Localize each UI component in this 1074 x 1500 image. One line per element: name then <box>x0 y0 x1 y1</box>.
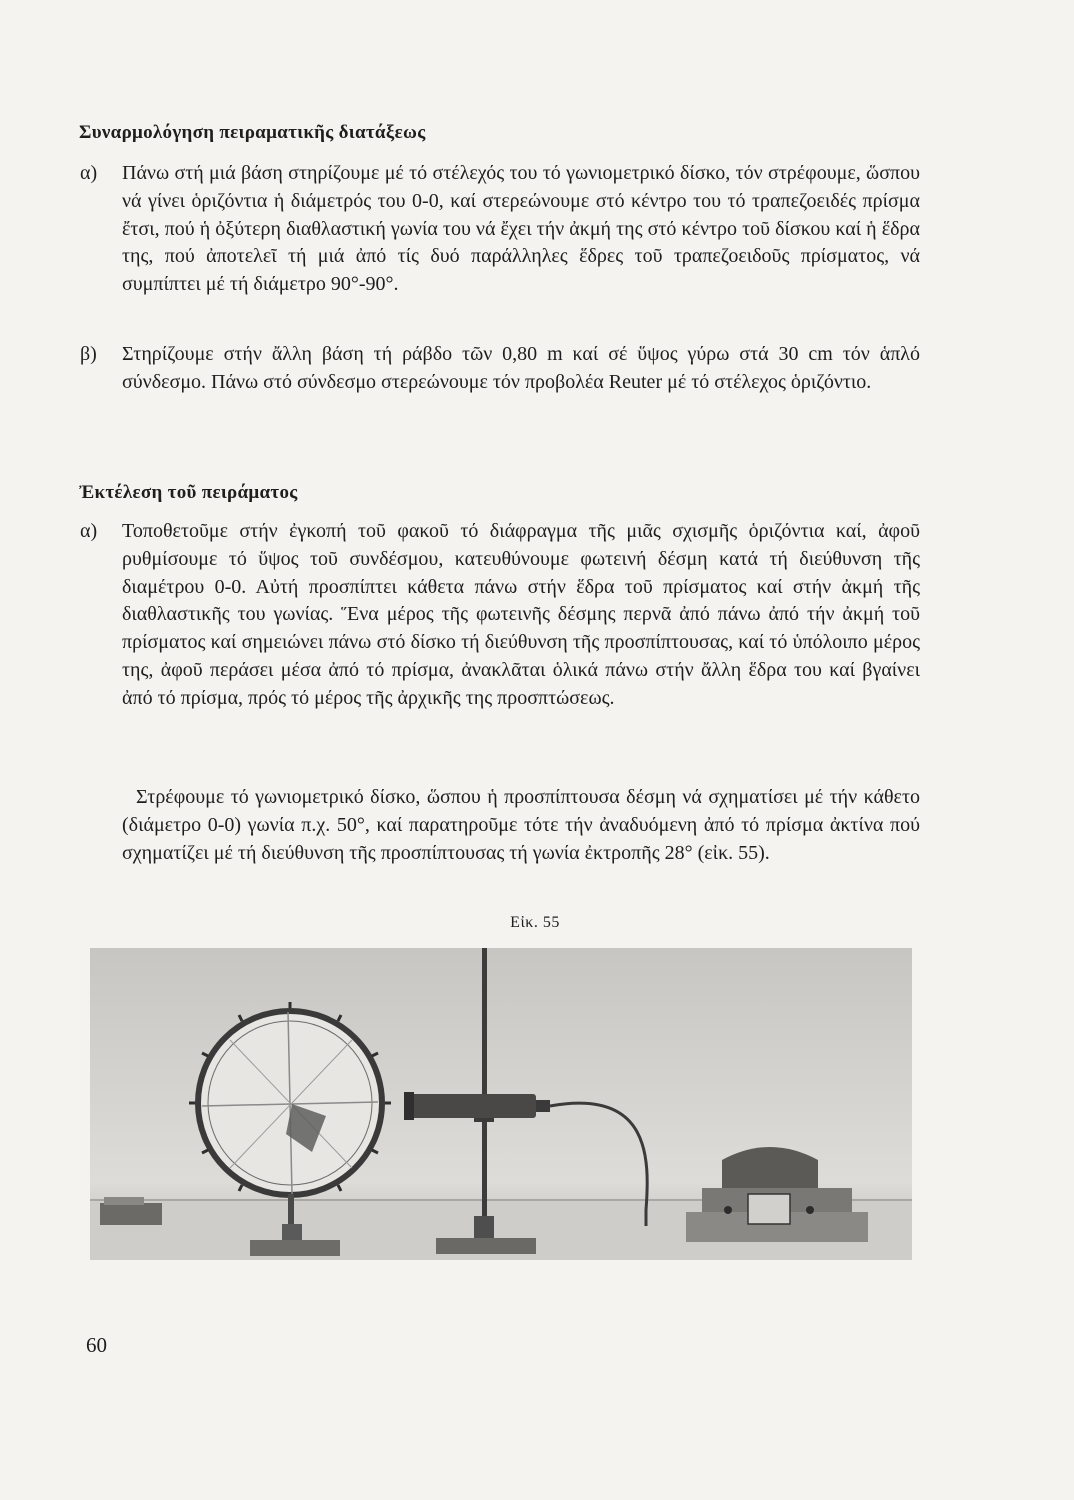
item-text: Πάνω στή μιά βάση στηρίζουμε μέ τό στέλεχός του τό γωνιομετρικό δίσκο, τόν στρέφουμε, ὥσπου νά γίνει ὁριζόντια ἡ διάμετρός του 0-0, καί στερεώνουμε στό κέντρο του τό τραπεζοειδές πρίσμα ἔτσι, πού ἡ ὀξύτερη διαθλαστική γωνία του νά ἔχει τήν ἀκμή της στό κέντρο τοῦ δίσκου καί ἡ ἕδρα της, πού ἀποτελεῖ τή μιά ἀπό τίς δυό παράλληλες ἕδρες τοῦ τραπεζοειδοῦς πρίσματος, νά συμπίπτει μέ τή διάμετρο 90°-90°. <box>122 162 920 296</box>
experiment-photo-drawing <box>90 948 912 1260</box>
item-marker: α) <box>80 520 98 542</box>
body-paragraph: Στρέφουμε τό γωνιομετρικό δίσκο, ὥσπου ἡ προσπίπτουσα δέσμη νά σχηματίσει μέ τήν κάθετο (διάμετρο 0-0) γωνία π.χ. 50°, καί παρατηροῦμε τότε τήν ἀναδυόμενη ἀπό τό πρίσμα ἀκτίνα πού σχηματίζει μέ τή διεύθυνση τῆς προσπίπτουσας τή γωνία ἐκτροπῆς 28° (εἰκ. 55). <box>122 786 920 864</box>
item-marker: α) <box>80 162 98 184</box>
item-marker: β) <box>80 343 97 365</box>
figure-caption: Εἰκ. 55 <box>510 914 560 931</box>
experiment-photo <box>90 948 912 1260</box>
list-item-execution-a <box>80 518 920 713</box>
item-text: Στηρίζουμε στήν ἄλλη βάση τή ράβδο τῶν 0,80 m καί σέ ὕψος γύρω στά 30 cm τόν ἁπλό σύνδεσμο. Πάνω στό σύνδεσμο στερεώνουμε τόν προβολέα Reuter μέ τό στέλεχος ὁριζόντιο. <box>122 343 920 393</box>
list-item-assembly-b <box>80 341 920 397</box>
reuter-projector <box>404 1092 550 1120</box>
list-item-assembly-a <box>80 160 920 299</box>
page-number: 60 <box>86 1333 107 1357</box>
item-text: Τοποθετοῦμε στήν ἐγκοπή τοῦ φακοῦ τό διάφραγμα τῆς μιᾶς σχισμῆς ὁριζόντια καί, ἀφοῦ ρυθμίσουμε τό ὕψος τοῦ συνδέσμου, κατευθύνουμε φωτεινή δέσμη κατά τή διεύθυνση τῆς διαμέτρου 0-0. Αὐτή προσπίπτει κάθετα πάνω στήν ἕδρα τοῦ πρίσματος καί στήν ἀκμή τῆς διαθλαστικῆς του γωνίας. Ἕνα μέρος τῆς φωτεινῆς δέσμης περνᾶ ἀπό πάνω ἀπό τήν ἀκμή τοῦ πρίσματος καί σημειώνει πάνω στό δίσκο τή διεύθυνση τῆς προσπίπτουσας, καί τό ὑπόλοιπο μέρος της, ἀφοῦ περάσει μέσα ἀπό τό πρίσμα, ἀνακλᾶται ὁλικά πάνω στήν ἄλλη ἕδρα του καί βγαίνει ἀπό τό πρίσμα, πρός τό μέρος τῆς ἀρχικῆς της προσπτώσεως. <box>122 520 920 709</box>
section-heading-execution: Ἐκτέλεση τοῦ πειράματος <box>79 482 298 503</box>
section-heading-assembly: Συναρμολόγηση πειραματικῆς διατάξεως <box>79 122 426 143</box>
